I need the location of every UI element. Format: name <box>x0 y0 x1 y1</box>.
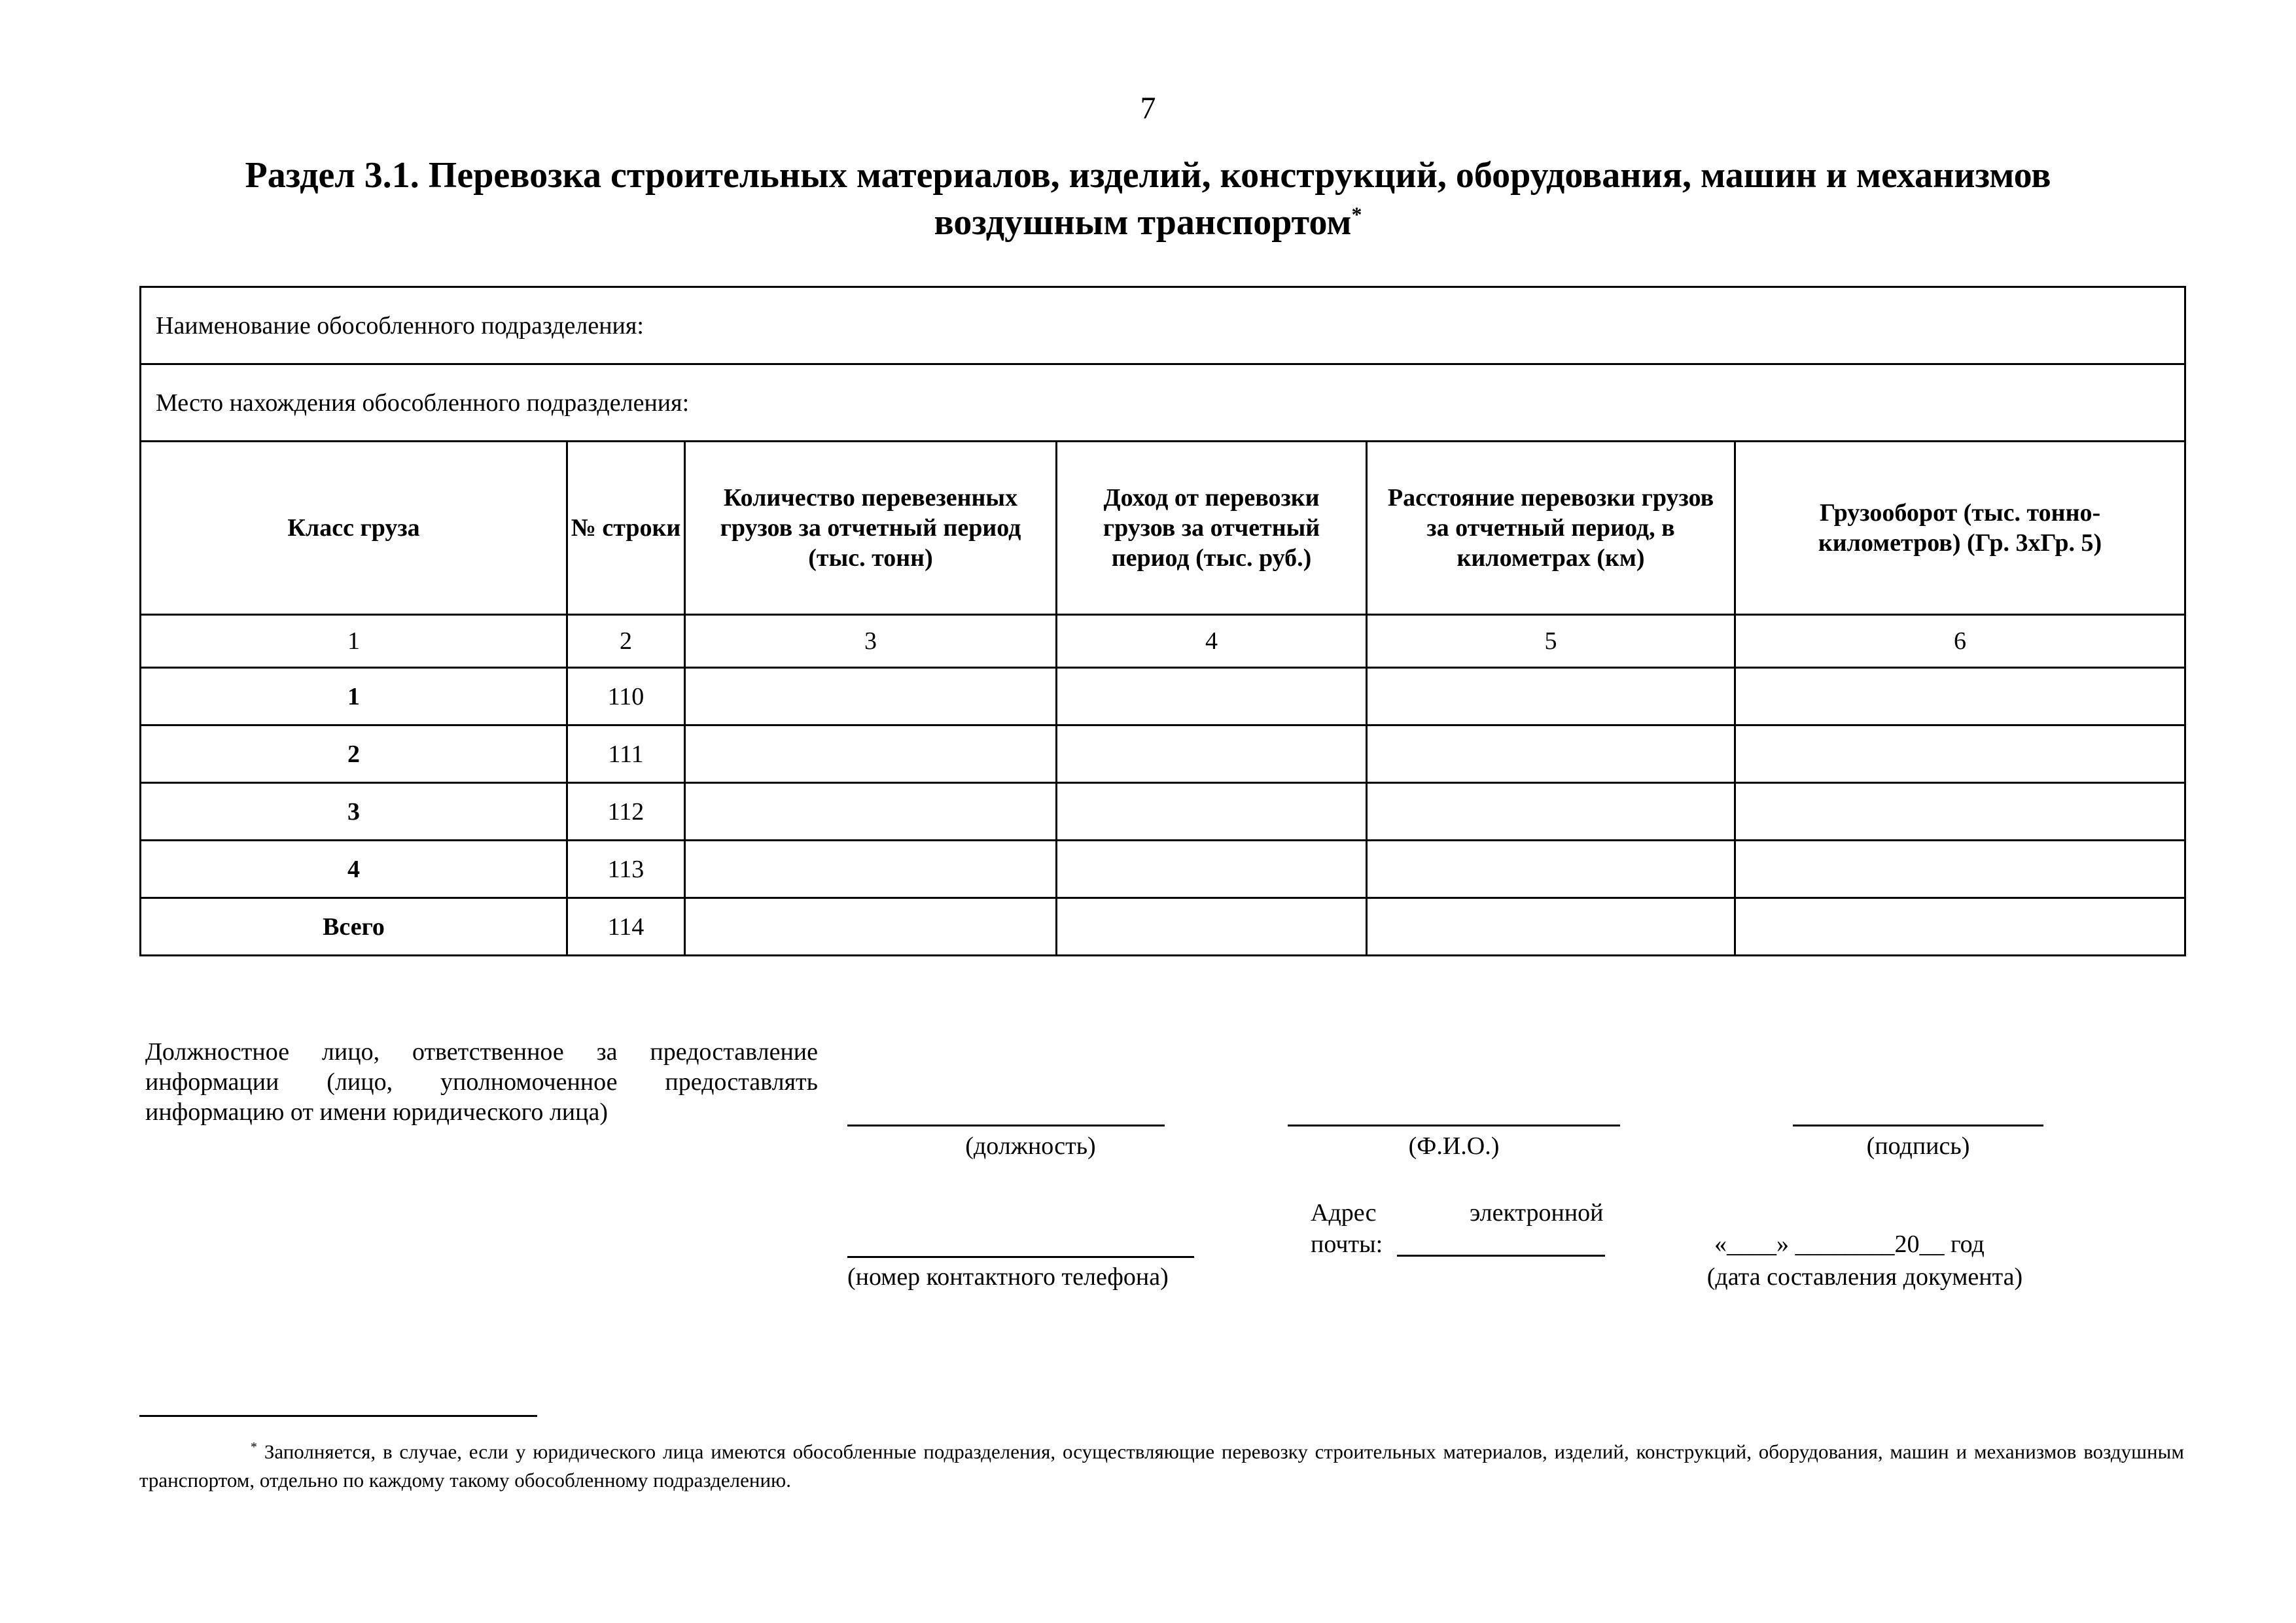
cargo-class-cell: 3 <box>141 783 567 841</box>
table-row <box>141 783 2185 841</box>
footnote-text: Заполняется, в случае, если у юридического лица имеются обособленные подразделения, осуществляющие перевозку строительных материалов, изделий, конструкций, оборудования, машин и механизмов воздушным транспортом, отдельно по каждому такому обособленному подразделению. <box>139 1440 2184 1492</box>
quantity-cell[interactable] <box>685 668 1057 725</box>
distance-cell[interactable] <box>1367 725 1735 783</box>
date-caption: (дата составления документа) <box>1706 1263 2023 1291</box>
income-cell[interactable] <box>1057 898 1367 956</box>
line-number-cell: 113 <box>567 841 685 898</box>
line-number-cell: 112 <box>567 783 685 841</box>
column-numbers-row <box>141 615 2185 668</box>
section-title-line2 <box>164 199 2132 246</box>
header-line-number: № строки <box>567 442 685 615</box>
section-title <box>164 152 2132 246</box>
cargo-class-cell: 1 <box>141 668 567 725</box>
income-cell[interactable] <box>1057 783 1367 841</box>
section-title-line2-text: воздушным транспортом <box>934 202 1352 243</box>
email-label-word1: Адрес <box>1311 1199 1377 1227</box>
report-table <box>139 286 2186 956</box>
income-cell[interactable] <box>1057 668 1367 725</box>
cargo-class-cell: Всего <box>141 898 567 956</box>
column-number: 4 <box>1057 615 1367 668</box>
page-number: 7 <box>1140 91 1156 126</box>
line-number-cell: 111 <box>567 725 685 783</box>
footnote-divider <box>139 1415 537 1417</box>
turnover-cell[interactable] <box>1735 783 2185 841</box>
header-row <box>141 442 2185 615</box>
turnover-cell[interactable] <box>1735 898 2185 956</box>
distance-cell[interactable] <box>1367 668 1735 725</box>
subdivision-location-row <box>141 364 2185 442</box>
header-cargo-class: Класс груза <box>141 442 567 615</box>
table-row <box>141 725 2185 783</box>
table-row <box>141 841 2185 898</box>
distance-cell[interactable] <box>1367 783 1735 841</box>
quantity-cell[interactable] <box>685 783 1057 841</box>
fio-caption: (Ф.И.О.) <box>1408 1132 1500 1160</box>
header-turnover: Грузооборот (тыс. тонно-километров) (Гр. 3хГр. 5) <box>1735 442 2185 615</box>
subdivision-name-field[interactable]: Наименование обособленного подразделения: <box>141 287 2185 364</box>
position-line[interactable] <box>847 1125 1165 1126</box>
email-line[interactable] <box>1397 1255 1605 1257</box>
date-field[interactable]: «____» ________20__ год <box>1714 1230 1985 1258</box>
position-caption: (должность) <box>965 1132 1096 1160</box>
column-number: 2 <box>567 615 685 668</box>
quantity-cell[interactable] <box>685 841 1057 898</box>
phone-line[interactable] <box>847 1256 1194 1258</box>
section-title-line1: Раздел 3.1. Перевозка строительных материалов, изделий, конструкций, оборудования, машин и механизмов <box>245 155 2051 196</box>
turnover-cell[interactable] <box>1735 841 2185 898</box>
signature-caption: (подпись) <box>1866 1132 1970 1160</box>
column-number: 1 <box>141 615 567 668</box>
income-cell[interactable] <box>1057 725 1367 783</box>
title-footnote-mark: * <box>1351 202 1362 226</box>
email-label-word2: электронной <box>1470 1199 1604 1227</box>
header-quantity: Количество перевезенных грузов за отчетный период (тыс. тонн) <box>685 442 1057 615</box>
income-cell[interactable] <box>1057 841 1367 898</box>
subdivision-location-field[interactable]: Место нахождения обособленного подразделения: <box>141 364 2185 442</box>
fio-line[interactable] <box>1288 1125 1620 1126</box>
column-number: 5 <box>1367 615 1735 668</box>
table-row-total <box>141 898 2185 956</box>
header-distance: Расстояние перевозки грузов за отчетный период, в километрах (км) <box>1367 442 1735 615</box>
footnote <box>139 1433 2184 1495</box>
phone-caption: (номер контактного телефона) <box>847 1263 1169 1291</box>
quantity-cell[interactable] <box>685 898 1057 956</box>
email-label-word3: почты: <box>1311 1230 1383 1258</box>
responsible-person-text: Должностное лицо, ответственное за предоставление информации (лицо, уполномоченное предоставлять информацию от имени юридического лица) <box>145 1038 818 1126</box>
line-number-cell: 110 <box>567 668 685 725</box>
line-number-cell: 114 <box>567 898 685 956</box>
column-number: 6 <box>1735 615 2185 668</box>
cargo-class-cell: 2 <box>141 725 567 783</box>
subdivision-name-row <box>141 287 2185 364</box>
distance-cell[interactable] <box>1367 898 1735 956</box>
column-number: 3 <box>685 615 1057 668</box>
header-income: Доход от перевозки грузов за отчетный период (тыс. руб.) <box>1057 442 1367 615</box>
cargo-class-cell: 4 <box>141 841 567 898</box>
table-row <box>141 668 2185 725</box>
footnote-mark: * <box>251 1440 257 1454</box>
quantity-cell[interactable] <box>685 725 1057 783</box>
turnover-cell[interactable] <box>1735 725 2185 783</box>
distance-cell[interactable] <box>1367 841 1735 898</box>
signature-line[interactable] <box>1793 1125 2043 1126</box>
turnover-cell[interactable] <box>1735 668 2185 725</box>
